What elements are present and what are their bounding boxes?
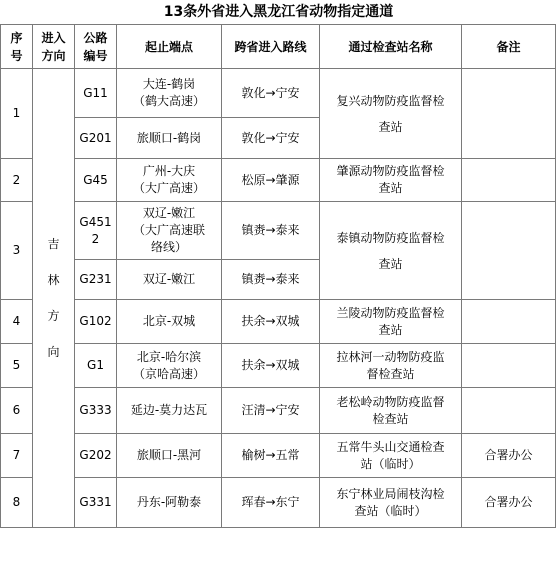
endpoints-cell: 旅顺口-鹤岗 [117,118,222,159]
remark-cell [462,69,556,159]
header-seq: 序 号 [1,25,33,69]
header-route: 跨省进入路线 [222,25,320,69]
route-cell: 松原→肇源 [222,159,320,202]
endpoints-cell: 丹东-阿勒泰 [117,478,222,528]
endpoints-cell: 大连-鹤岗 （鹤大高速） [117,69,222,118]
table-row [1,388,556,434]
direction-cell: 吉 林 方 向 [33,69,75,528]
endpoints-cell: 延边-莫力达瓦 [117,388,222,434]
remark-cell [462,344,556,388]
route-cell: 敦化→宁安 [222,118,320,159]
page-title: 13条外省进入黑龙江省动物指定通道 [163,4,394,20]
remark-cell: 合署办公 [462,434,556,478]
table-row [1,69,556,118]
route-cell: 镇赉→泰来 [222,260,320,300]
endpoints-cell: 北京-双城 [117,300,222,344]
road-code-cell: G11 [75,69,117,118]
endpoints-cell: 双辽-嫩江 [117,260,222,300]
table-row [1,344,556,388]
station-cell: 五常牛头山交通检查 站（临时） [320,434,462,478]
table-row [1,300,556,344]
header-direction: 进入 方向 [33,25,75,69]
endpoints-cell: 北京-哈尔滨 （京哈高速） [117,344,222,388]
seq-cell: 7 [1,434,33,478]
road-code-cell: G201 [75,118,117,159]
seq-cell: 8 [1,478,33,528]
table-row [1,478,556,528]
remark-cell [462,202,556,300]
endpoints-cell: 旅顺口-黑河 [117,434,222,478]
station-cell: 兰陵动物防疫监督检 查站 [320,300,462,344]
remark-cell [462,300,556,344]
remark-cell: 合署办公 [462,478,556,528]
endpoints-cell: 双辽-嫩江 （大广高速联 络线） [117,202,222,260]
road-code-cell: G231 [75,260,117,300]
header-remark: 备注 [462,25,556,69]
route-cell: 镇赉→泰来 [222,202,320,260]
remark-cell [462,388,556,434]
station-cell: 肇源动物防疫监督检 查站 [320,159,462,202]
road-code-cell: G451 2 [75,202,117,260]
table-row [1,202,556,260]
road-code-cell: G331 [75,478,117,528]
road-code-cell: G102 [75,300,117,344]
road-code-cell: G45 [75,159,117,202]
header-road-code: 公路 编号 [75,25,117,69]
seq-cell: 6 [1,388,33,434]
seq-cell: 5 [1,344,33,388]
table-row [1,434,556,478]
station-cell: 泰镇动物防疫监督检 查站 [320,202,462,300]
station-cell: 拉林河一动物防疫监 督检查站 [320,344,462,388]
route-cell: 榆树→五常 [222,434,320,478]
header-row [1,25,556,69]
road-code-cell: G333 [75,388,117,434]
road-code-cell: G202 [75,434,117,478]
header-station: 通过检查站名称 [320,25,462,69]
header-endpoints: 起止端点 [117,25,222,69]
station-cell: 复兴动物防疫监督检 查站 [320,69,462,159]
seq-cell: 2 [1,159,33,202]
seq-cell: 1 [1,69,33,159]
route-cell: 扶余→双城 [222,344,320,388]
seq-cell: 4 [1,300,33,344]
station-cell: 老松岭动物防疫监督 检查站 [320,388,462,434]
remark-cell [462,159,556,202]
route-cell: 珲春→东宁 [222,478,320,528]
table-row [1,159,556,202]
station-cell: 东宁林业局闹枝沟检 查站（临时） [320,478,462,528]
road-code-cell: G1 [75,344,117,388]
seq-cell: 3 [1,202,33,300]
endpoints-cell: 广州-大庆 （大广高速） [117,159,222,202]
route-cell: 敦化→宁安 [222,69,320,118]
channel-table [0,24,556,528]
route-cell: 汪清→宁安 [222,388,320,434]
route-cell: 扶余→双城 [222,300,320,344]
